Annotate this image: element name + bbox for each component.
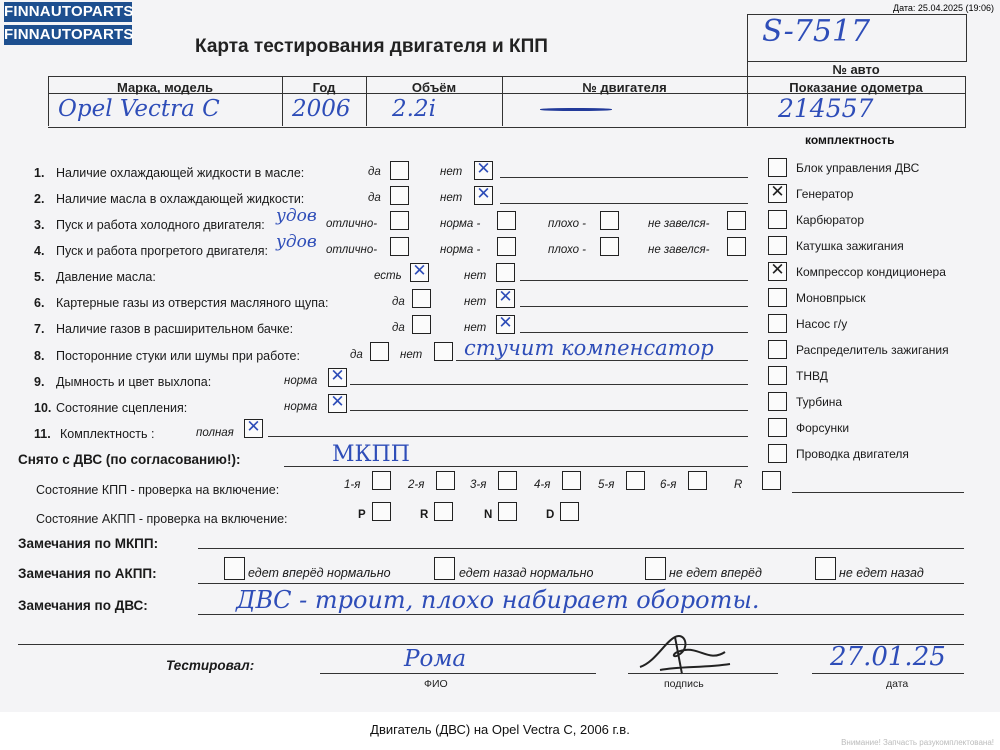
checkbox-yes[interactable]: [412, 315, 431, 334]
checkbox-no-forward[interactable]: [645, 557, 666, 580]
completeness-item-label: ТНВД: [796, 369, 828, 383]
gear-checkbox[interactable]: [372, 502, 391, 521]
checkbox-forward-ok[interactable]: [224, 557, 245, 580]
checkbox-not-started[interactable]: [727, 237, 746, 256]
option-label: да: [368, 192, 381, 204]
completeness-checkbox[interactable]: [768, 314, 787, 333]
option-label: норма -: [440, 244, 481, 256]
row-number: 9.: [34, 375, 45, 389]
lot-number: S-7517: [762, 14, 871, 49]
checkbox-bad[interactable]: [600, 211, 619, 230]
remarks-mkpp-label: Замечания по МКПП:: [18, 536, 159, 551]
signature-label: подпись: [664, 678, 704, 690]
value-volume: 2.2i: [392, 96, 436, 122]
check-label: Дымность и цвет выхлопа:: [56, 375, 212, 389]
gear-label: 2-я: [408, 479, 425, 491]
handwritten-note: удов: [276, 206, 317, 226]
option-label: да: [368, 166, 381, 178]
remarks-dvs-value: ДВС - троит, плохо набирает обороты.: [236, 586, 760, 614]
gear-checkbox[interactable]: [372, 471, 391, 490]
stamp-date: Дата: 25.04.2025 (19:06): [893, 3, 994, 13]
checkbox-no-reverse[interactable]: [815, 557, 836, 580]
card-title: Карта тестирования двигателя и КПП: [195, 36, 548, 57]
completeness-item-label: Форсунки: [796, 421, 850, 435]
check-label: Наличие газов в расширительном бачке:: [56, 322, 294, 336]
check-label: Наличие масла в охлаждающей жидкости:: [56, 192, 305, 206]
completeness-title: комплектность: [805, 133, 895, 147]
completeness-checkbox[interactable]: [768, 210, 787, 229]
gear-checkbox[interactable]: [688, 471, 707, 490]
option-label: не завелся-: [648, 244, 710, 256]
logo-finnautoparts: FINNAUTOPARTS: [4, 3, 134, 20]
check-label: Пуск и работа холодного двигателя:: [56, 218, 265, 232]
checkbox-absent[interactable]: [496, 263, 515, 282]
option-label: есть: [374, 270, 402, 282]
checkbox-bad[interactable]: [600, 237, 619, 256]
check-label: Картерные газы из отверстия масляного щупа:: [56, 296, 329, 310]
row-number: 6.: [34, 296, 45, 310]
remarks-akpp-label: Замечания по АКПП:: [18, 566, 157, 581]
gear-label: R: [734, 479, 743, 491]
check-mark: ✕: [330, 392, 345, 412]
header-auto-no: № авто: [832, 62, 880, 77]
check-mark: ✕: [246, 417, 261, 437]
remarks-dvs-label: Замечания по ДВС:: [18, 598, 148, 613]
date-label: дата: [886, 678, 909, 690]
option-label: полная: [196, 427, 234, 439]
gear-checkbox[interactable]: [436, 471, 455, 490]
gear-checkbox[interactable]: [498, 471, 517, 490]
checkbox-excellent[interactable]: [390, 237, 409, 256]
akpp-option-label: едет назад нормально: [459, 566, 594, 580]
completeness-item-label: Распределитель зажигания: [796, 343, 949, 357]
check-label: Наличие охлаждающей жидкости в масле:: [56, 166, 305, 180]
header-volume: Объём: [411, 80, 457, 95]
completeness-item-label: Проводка двигателя: [796, 447, 909, 461]
gear-label: 1-я: [344, 479, 361, 491]
checkbox-no[interactable]: [474, 161, 493, 180]
gear-label: 6-я: [660, 479, 677, 491]
completeness-checkbox[interactable]: [768, 366, 787, 385]
handwritten-note: стучит компенсатор: [464, 336, 714, 360]
option-label: нет: [464, 322, 487, 334]
option-label: нет: [464, 270, 487, 282]
checkbox-normal[interactable]: [497, 211, 516, 230]
checkbox-yes[interactable]: [370, 342, 389, 361]
header-year: Год: [312, 80, 336, 95]
checkbox-no[interactable]: [496, 315, 515, 334]
gear-checkbox[interactable]: [560, 502, 579, 521]
akpp-option-label: не едет вперёд: [669, 566, 762, 580]
option-label: да: [392, 296, 405, 308]
header-engine-no: № двигателя: [582, 80, 667, 95]
completeness-item-label: Катушка зажигания: [796, 239, 904, 253]
tester-name: Рома: [404, 646, 467, 672]
handwritten-note: удов: [276, 232, 317, 252]
completeness-item-label: Карбюратор: [796, 213, 865, 227]
check-label: Посторонние стуки или шумы при работе:: [56, 349, 300, 363]
option-label: да: [392, 322, 405, 334]
gear-checkbox[interactable]: [562, 471, 581, 490]
test-date: 27.01.25: [830, 642, 946, 672]
option-label: нет: [440, 166, 463, 178]
completeness-checkbox[interactable]: [768, 444, 787, 463]
option-label: норма: [284, 375, 318, 387]
checkbox-normal[interactable]: [497, 237, 516, 256]
completeness-checkbox[interactable]: [768, 288, 787, 307]
header-brand-model: Марка, модель: [116, 80, 214, 95]
completeness-checkbox[interactable]: [768, 184, 787, 203]
option-label: плохо -: [548, 244, 586, 256]
gear-label: D: [546, 509, 555, 521]
completeness-item-label: Турбина: [796, 395, 843, 409]
row-number: 3.: [34, 218, 45, 232]
completeness-checkbox[interactable]: [768, 262, 787, 281]
row-number: 11.: [34, 427, 51, 441]
check-mark: ✕: [770, 260, 785, 280]
gear-checkbox[interactable]: [434, 502, 453, 521]
check-mark: ✕: [476, 159, 491, 179]
gear-checkbox[interactable]: [626, 471, 645, 490]
row-number: 5.: [34, 270, 45, 284]
check-label: Давление масла:: [56, 270, 156, 284]
check-mark: ✕: [498, 313, 513, 333]
gear-checkbox[interactable]: [762, 471, 781, 490]
gear-label: R: [420, 509, 429, 521]
gear-label: P: [358, 509, 366, 521]
completeness-item-label: Моновпрыск: [796, 291, 866, 305]
removed-value: МКПП: [332, 442, 410, 467]
check-mark: ✕: [476, 184, 491, 204]
checkbox-yes[interactable]: [390, 161, 409, 180]
removed-label: Снято с ДВС (по согласованию!):: [18, 452, 241, 467]
completeness-checkbox[interactable]: [768, 418, 787, 437]
value-brand-model: Opel Vectra C: [58, 96, 220, 122]
checkbox-no[interactable]: [474, 186, 493, 205]
tested-label: Тестировал:: [166, 658, 255, 673]
option-label: отлично-: [326, 244, 378, 256]
watermark: Внимание! Запчасть разукомплектована!: [841, 738, 994, 747]
checkbox-no[interactable]: [496, 289, 515, 308]
gear-label: N: [484, 509, 493, 521]
checkbox-not-started[interactable]: [727, 211, 746, 230]
engine-no-dash: [540, 108, 612, 111]
checkbox-excellent[interactable]: [390, 211, 409, 230]
completeness-checkbox[interactable]: [768, 340, 787, 359]
option-label: норма -: [440, 218, 481, 230]
completeness-checkbox[interactable]: [768, 158, 787, 177]
checkbox-present[interactable]: [410, 263, 429, 282]
completeness-item-label: Генератор: [796, 187, 854, 201]
option-label: отлично-: [326, 218, 378, 230]
fio-label: ФИО: [424, 678, 448, 690]
option-label: нет: [440, 192, 463, 204]
check-mark: ✕: [498, 287, 513, 307]
header-odometer: Показание одометра: [789, 80, 923, 95]
check-label: Состояние сцепления:: [56, 401, 188, 415]
row-number: 2.: [34, 192, 45, 206]
value-odometer: 214557: [778, 94, 874, 123]
logo-finnautoparts-2: FINNAUTOPARTS: [4, 26, 134, 43]
completeness-item-label: Компрессор кондиционера: [796, 265, 946, 279]
gear-label: 5-я: [598, 479, 615, 491]
checkbox-yes[interactable]: [390, 186, 409, 205]
option-label: не завелся-: [648, 218, 710, 230]
row-number: 4.: [34, 244, 45, 258]
akpp-label: Состояние АКПП - проверка на включение:: [36, 512, 288, 526]
akpp-option-label: не едет назад: [839, 566, 924, 580]
value-year: 2006: [292, 96, 351, 122]
option-label: плохо -: [548, 218, 586, 230]
check-mark: ✕: [770, 182, 785, 202]
option-label: да: [350, 349, 363, 361]
checkbox-no[interactable]: [434, 342, 453, 361]
option-label: нет: [464, 296, 487, 308]
option-label: норма: [284, 401, 318, 413]
checkbox-yes[interactable]: [412, 289, 431, 308]
kpp-label: Состояние КПП - проверка на включение:: [36, 483, 280, 497]
check-mark: ✕: [330, 366, 345, 386]
gear-checkbox[interactable]: [498, 502, 517, 521]
completeness-item-label: Блок управления ДВС: [796, 161, 920, 175]
check-label: Пуск и работа прогретого двигателя:: [56, 244, 268, 258]
row-number: 8.: [34, 349, 45, 363]
completeness-checkbox[interactable]: [768, 236, 787, 255]
akpp-option-label: едет вперёд нормально: [248, 566, 391, 580]
checkbox-normal[interactable]: [328, 368, 347, 387]
checkbox-full[interactable]: [244, 419, 263, 438]
row-number: 1.: [34, 166, 45, 180]
checkbox-normal[interactable]: [328, 394, 347, 413]
photo-caption: Двигатель (ДВС) на Opel Vectra C, 2006 г.в.: [370, 722, 630, 737]
gear-label: 3-я: [470, 479, 487, 491]
check-mark: ✕: [412, 261, 427, 281]
completeness-item-label: Насос г/у: [796, 317, 848, 331]
row-number: 7.: [34, 322, 45, 336]
option-label: нет: [400, 349, 423, 361]
gear-label: 4-я: [534, 479, 551, 491]
check-label: Комплектность :: [60, 427, 155, 441]
row-number: 10.: [34, 401, 52, 415]
checkbox-reverse-ok[interactable]: [434, 557, 455, 580]
completeness-checkbox[interactable]: [768, 392, 787, 411]
